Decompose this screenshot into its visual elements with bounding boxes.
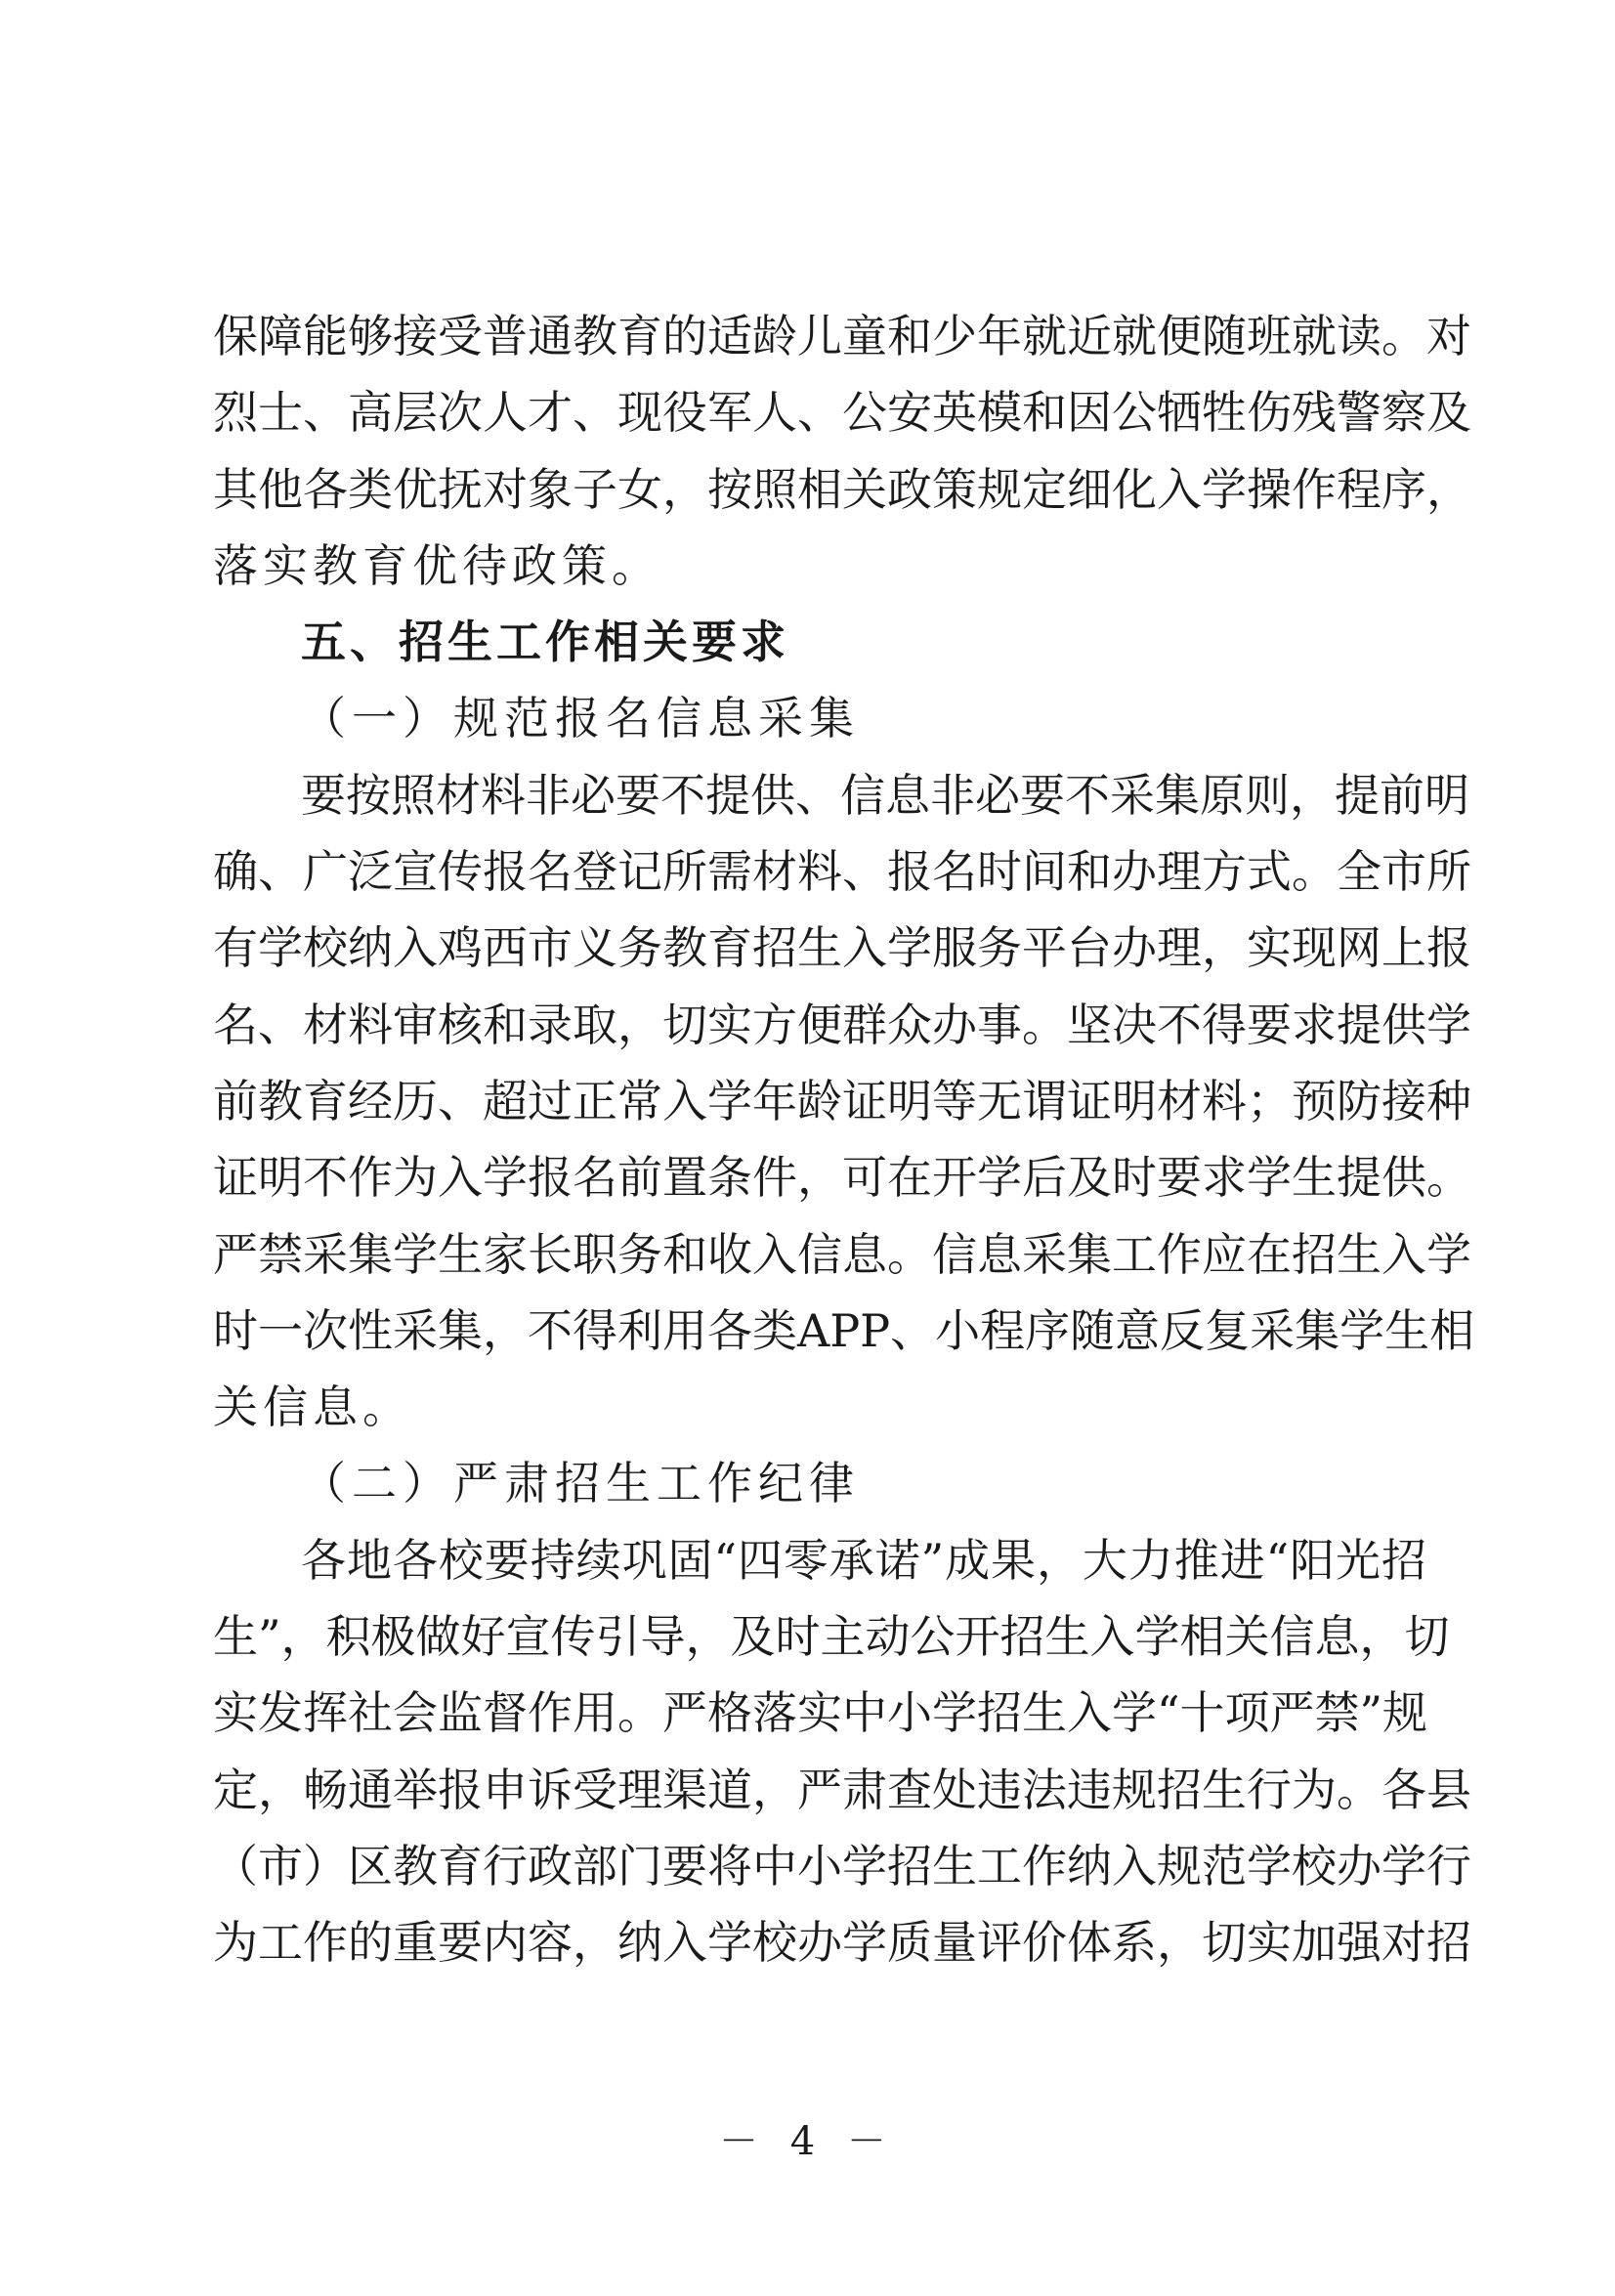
page-number: － 4 － (719, 2119, 896, 2164)
body-line: 其他各类优抚对象子女，按照相关政策规定细化入学操作程序， (213, 462, 1471, 516)
body-line: 保障能够接受普通教育的适龄儿童和少年就近就便随班就读。对 (213, 310, 1471, 362)
body-line: 前教育经历、超过正常入学年龄证明等无谓证明材料；预防接种 (213, 1074, 1471, 1127)
body-line: 有学校纳入鸡西市义务教育招生入学服务平台办理，实现网上报 (213, 921, 1471, 975)
body-line: 烈士、高层次人才、现役军人、公安英模和因公牺牲伤残警察及 (213, 386, 1471, 440)
body-line: 定，畅通举报申诉受理渠道，严肃查处违法违规招生行为。各县 (213, 1763, 1471, 1816)
body-line: 名、材料审核和录取，切实方便群众办事。坚决不得要求提供学 (213, 998, 1471, 1051)
body-line: 关信息。 (213, 1381, 412, 1434)
body-line: 落实教育优待政策。 (213, 538, 661, 592)
subsection-heading: （一）规范报名信息采集 (301, 692, 860, 745)
body-line: 为工作的重要内容，纳入学校办学质量评价体系，切实加强对招 (213, 1916, 1471, 1970)
body-line: 各地各校要持续巩固“四零承诺”成果，大力推进“阳光招 (301, 1533, 1426, 1587)
body-line: 要按照材料非必要不提供、信息非必要不采集原则，提前明 (301, 768, 1469, 822)
body-line: （市）区教育行政部门要将中小学招生工作纳入规范学校办学行 (213, 1839, 1471, 1892)
body-line: 确、广泛宣传报名登记所需材料、报名时间和办理方式。全市所 (213, 845, 1471, 899)
body-line: 实发挥社会监督作用。严格落实中小学招生入学“十项严禁”规 (213, 1686, 1428, 1740)
body-line: 证明不作为入学报名前置条件，可在开学后及时要求学生提供。 (213, 1151, 1471, 1205)
body-line: 时一次性采集，不得利用各类APP、小程序随意反复采集学生相 (213, 1303, 1475, 1357)
subsection-heading: （二）严肃招生工作纪律 (301, 1457, 860, 1510)
body-line: 严禁采集学生家长职务和收入信息。信息采集工作应在招生入学 (213, 1227, 1471, 1281)
section-heading: 五、招生工作相关要求 (301, 616, 789, 669)
document-body (213, 298, 1475, 1981)
body-line: 生”，积极做好宣传引导，及时主动公开招生入学相关信息，切 (213, 1610, 1450, 1664)
